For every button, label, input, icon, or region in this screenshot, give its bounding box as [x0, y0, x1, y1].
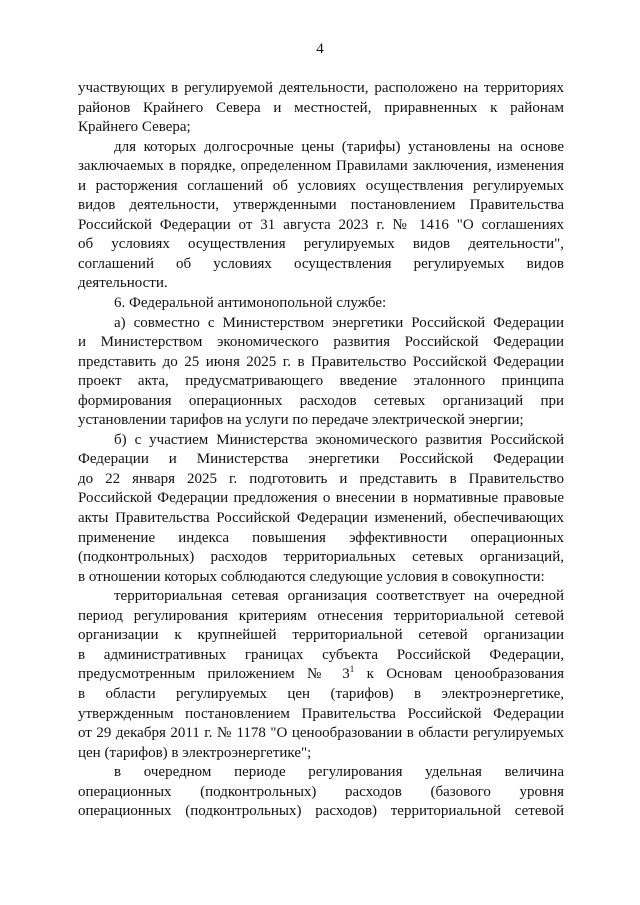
text-line: Федерации и Министерства энергетики Российской Федерации: [78, 451, 564, 468]
page-number: 4: [316, 41, 324, 57]
text-line: применение индекса повышения эффективности операционных: [78, 529, 564, 546]
text-line: деятельности.: [78, 275, 168, 292]
text-line: а) совместно с Министерством энергетики Российской Федерации: [114, 314, 564, 331]
text-line: в области регулируемых цен (тарифов) в электроэнергетике,: [78, 685, 564, 702]
text-line: акты Правительства Российской Федерации изменений, обеспечивающих: [78, 510, 564, 527]
text-line: представить до 25 июня 2025 г. в Правительство Российской Федерации: [78, 353, 564, 370]
paragraph-3: [78, 294, 564, 314]
text-line: для которых долгосрочные цены (тарифы) установлены на основе: [114, 138, 564, 155]
text-line: и Министерством экономического развития Российской Федерации: [78, 334, 564, 351]
text-line: утвержденным постановлением Правительства Российской Федерации: [78, 705, 564, 722]
text-segment: предусмотренным приложением № 3: [78, 666, 350, 683]
text-line: цен (тарифов) в электроэнергетике";: [78, 744, 312, 761]
text-line: операционных (подконтрольных) расходов (базового уровня: [78, 783, 564, 800]
text-line: Российской Федерации от 31 августа 2023 г. № 1416 "О соглашениях: [78, 216, 564, 233]
document-body: [78, 79, 564, 822]
text-line-with-footnote: [78, 665, 564, 685]
paragraph-7: [78, 763, 564, 822]
text-line: операционных (подконтрольных) расходов) территориальной сетевой: [78, 803, 564, 820]
text-line: территориальная сетевая организация соответствует на очередной: [114, 588, 564, 605]
text-line: заключаемых в порядке, определенном Правилами заключения, изменения: [78, 158, 564, 175]
text-line: 6. Федеральной антимонопольной службе:: [114, 295, 387, 312]
text-line: об условиях осуществления регулируемых видов деятельности",: [78, 236, 564, 253]
text-segment: к Основам ценообразования: [366, 666, 564, 683]
text-line: участвующих в регулируемой деятельности, расположено на территориях: [78, 80, 564, 96]
text-line: соглашений об условиях осуществления регулируемых видов: [78, 255, 564, 272]
text-line: от 29 декабря 2011 г. № 1178 "О ценообразовании в области регулируемых: [78, 725, 564, 742]
paragraph-2: [78, 138, 564, 294]
paragraph-4: [78, 314, 564, 431]
text-line: Крайнего Севера;: [78, 119, 191, 136]
text-line: период регулирования критериям отнесения территориальной сетевой: [78, 607, 564, 624]
text-line: в очередном периоде регулирования удельная величина: [114, 764, 564, 781]
footnote-mark: 1: [349, 665, 355, 675]
paragraph-6: [78, 587, 564, 763]
paragraph-1: [78, 79, 564, 138]
text-line: в отношении которых соблюдаются следующие условия в совокупности:: [78, 568, 545, 585]
text-line: Российской Федерации предложения о внесении в нормативные правовые: [78, 490, 564, 507]
text-line: формирования операционных расходов сетевых организаций при: [78, 392, 564, 409]
text-line: видов деятельности, утвержденными постановлением Правительства: [78, 197, 564, 214]
text-line: до 22 января 2025 г. подготовить и представить в Правительство: [78, 470, 564, 487]
text-line: установлении тарифов на услуги по передаче электрической энергии;: [78, 412, 524, 429]
text-line: и расторжения соглашений об условиях осуществления регулируемых: [78, 177, 564, 194]
paragraph-5: [78, 431, 564, 587]
text-line: (подконтрольных) расходов территориальных сетевых организаций,: [78, 549, 564, 566]
text-line: б) с участием Министерства экономического развития Российской: [114, 431, 564, 448]
text-line: организации к крупнейшей территориальной сетевой организации: [78, 627, 564, 644]
text-line: районов Крайнего Севера и местностей, приравненных к районам: [78, 99, 564, 116]
text-line: проект акта, предусматривающего введение эталонного принципа: [78, 373, 564, 390]
text-line: в административных границах субъекта Российской Федерации,: [78, 646, 564, 663]
